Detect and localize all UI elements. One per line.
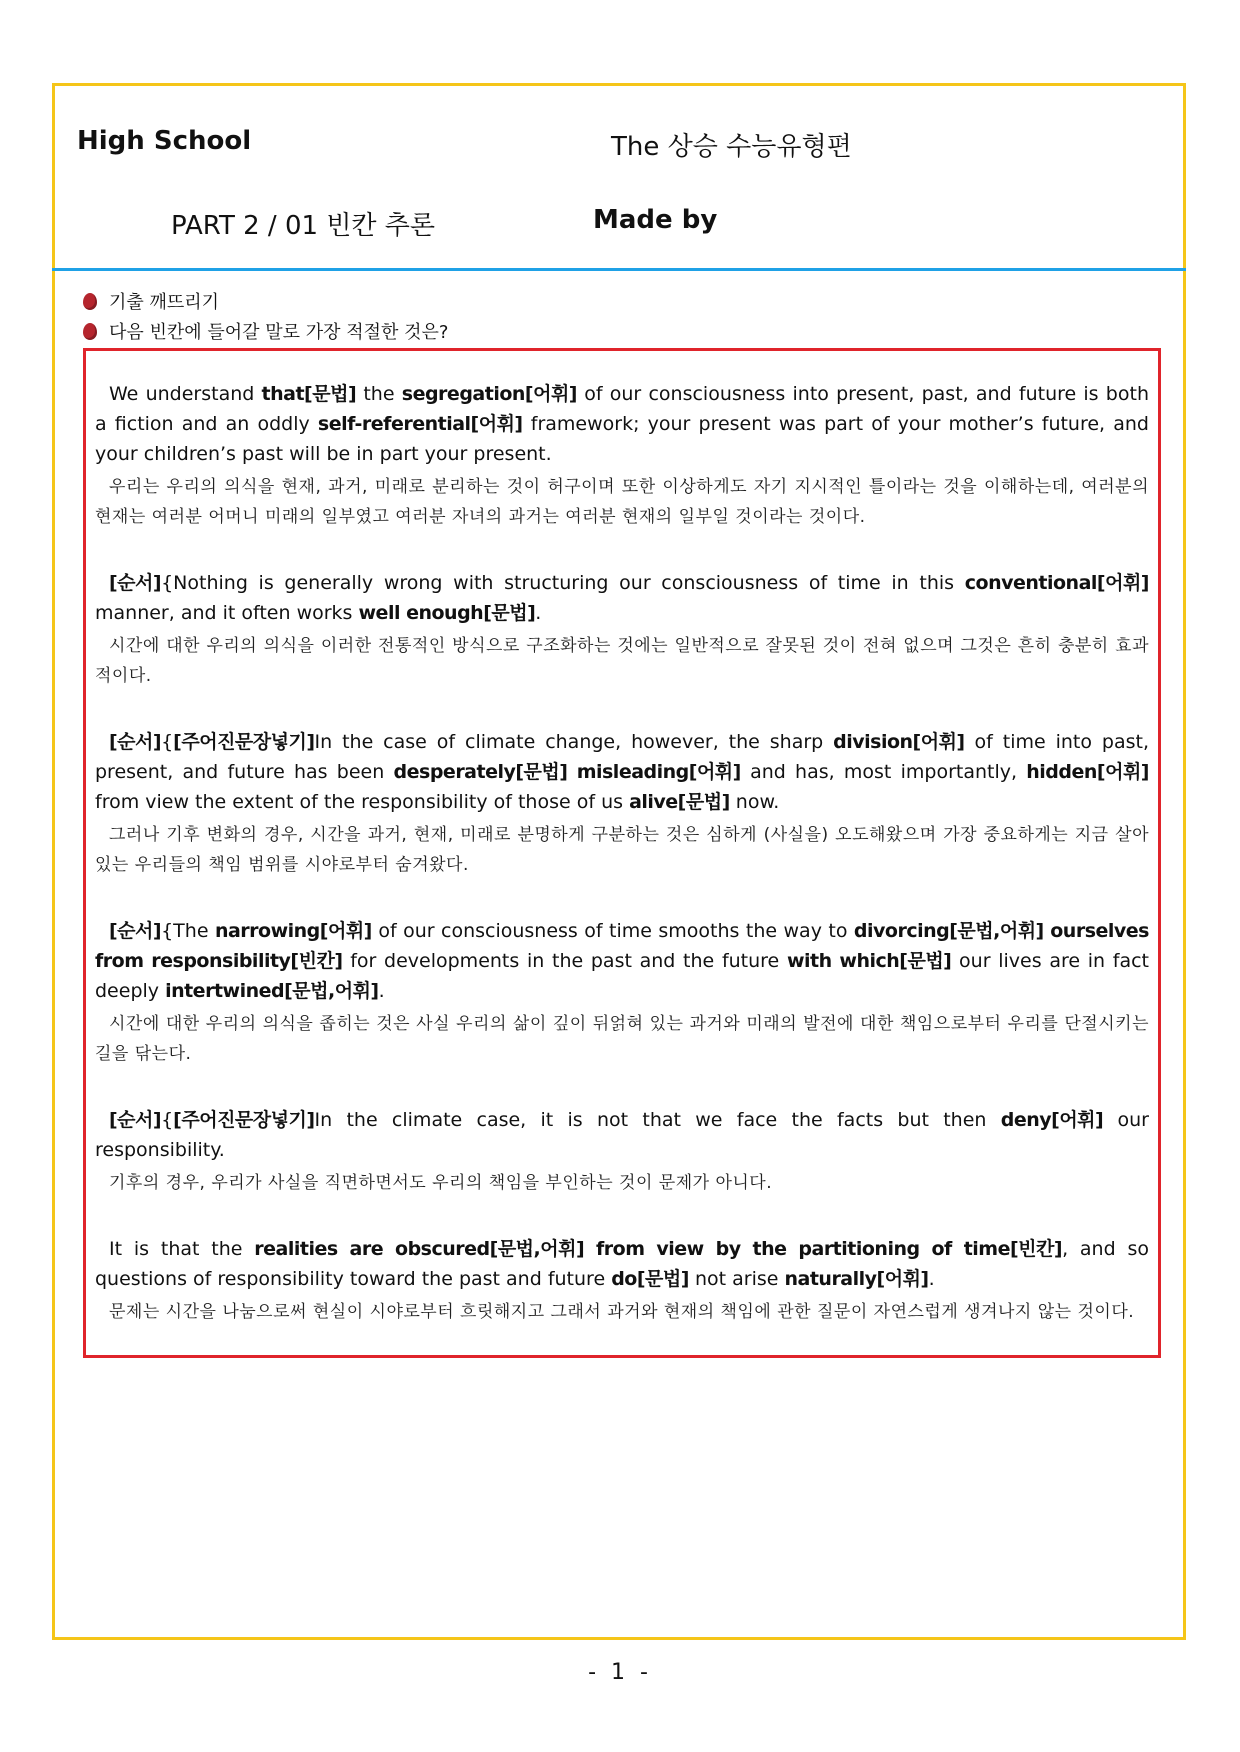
strawberry-bullet-icon [83,323,97,340]
english-sentence [95,916,1149,1006]
sentence-text: our lives are in fact deeply [95,950,1149,1002]
passage-paragraph [95,1234,1149,1327]
annotated-term: well enough[문법] [358,602,536,624]
passage-paragraph [95,379,1149,532]
page-header [55,86,1183,270]
sentence-text: It is that the [109,1238,255,1260]
annotated-term: narrowing[어휘] [214,920,372,942]
strawberry-bullet-icon [83,293,97,310]
page-number: - 1 - [588,1660,652,1685]
sentence-text: In the case of climate change, however, the sharp [314,731,834,753]
annotated-term: alive[문법] [629,791,730,813]
sentence-text: now. [729,791,780,813]
english-sentence [95,568,1149,628]
sentence-text: {Nothing is generally wrong with structuring our consciousness of time in this [161,572,965,594]
school-label: High School [77,126,252,156]
annotated-term: [순서] [109,572,162,594]
korean-translation: 그러나 기후 변화의 경우, 시간을 과거, 현재, 미래로 분명하게 구분하는 것은 심하게 (사실을) 오도해왔으며 가장 중요하게는 지금 살아 있는 우리들의 책임 범위를 시야로부터 숨겨왔다. [95,825,1149,875]
sentence-text: { [161,731,174,753]
sentence-text: not arise [688,1268,785,1290]
annotated-term: desperately[문법] [393,761,568,783]
annotated-term: [주어진문장넣기] [173,731,315,753]
sentence-text: and has, most importantly, [740,761,1027,783]
passage-box [83,348,1161,1358]
sentence-text: , and so questions of responsibility toward the past and future [95,1238,1150,1290]
passage-paragraph [95,916,1149,1069]
annotated-term: divorcing[문법,어휘] ourselves from responsibility[빈칸] [95,920,1149,972]
sentence-text: . [378,980,385,1002]
korean-translation: 기후의 경우, 우리가 사실을 직면하면서도 우리의 책임을 부인하는 것이 문제가 아니다. [109,1173,773,1193]
english-sentence [95,727,1149,817]
annotated-term: do[문법] [611,1268,689,1290]
passage-paragraph [95,1105,1149,1198]
korean-translation: 시간에 대한 우리의 의식을 좁히는 것은 사실 우리의 삶이 깊이 뒤얽혀 있는 과거와 미래의 발전에 대한 책임으로부터 우리를 단절시키는 길을 닦는다. [95,1014,1149,1064]
annotated-term: naturally[어휘] [784,1268,929,1290]
header-divider [52,268,1186,271]
annotated-term: division[어휘] [833,731,965,753]
annotated-term: realities are obscured[문법,어휘] from view by the partitioning of time[빈칸] [254,1238,1063,1260]
annotated-term: misleading[어휘] [576,761,741,783]
book-title: The 상승 수능유형편 [611,132,852,162]
sentence-text: from view the extent of the responsibility of those of us [95,791,630,813]
annotated-term: [순서] [109,1109,162,1131]
sentence-text: of our consciousness of time smooths the way to [371,920,854,942]
sentence-text: { [161,1109,174,1131]
sentence-text: . [535,602,542,624]
sentence-text: We understand [109,383,262,405]
passage-paragraph [95,727,1149,880]
made-by-label: Made by [593,205,718,235]
korean-translation: 우리는 우리의 의식을 현재, 과거, 미래로 분리하는 것이 허구이며 또한 이상하게도 자기 지시적인 틀이라는 것을 이해하는데, 여러분의 현재는 여러분 어머니 미래의 일부였고 여러분 자녀의 과거는 여러분 현재의 일부일 것이라는 것이다. [95,477,1149,527]
annotated-term: that[문법] [261,383,357,405]
english-sentence [95,1105,1149,1165]
sentence-text: the [356,383,402,405]
sentence-text: manner, and it often works [95,602,359,624]
question-text: 다음 빈칸에 들어갈 말로 가장 적절한 것은? [109,322,449,343]
annotated-term: segregation[어휘] [401,383,577,405]
korean-translation: 문제는 시간을 나눔으로써 현실이 시야로부터 흐릿해지고 그래서 과거와 현재의 책임에 관한 질문이 자연스럽게 생겨나지 않는 것이다. [109,1302,1135,1322]
english-sentence [95,379,1149,469]
sentence-text: In the climate case, it is not that we face the facts but then [314,1109,1001,1131]
part-label: PART 2 / 01 빈칸 추론 [171,211,436,241]
annotated-term: intertwined[문법,어휘] [165,980,379,1002]
sentence-text: our responsibility. [95,1109,1149,1161]
annotated-term: with which[문법] [786,950,952,972]
korean-translation: 시간에 대한 우리의 의식을 이러한 전통적인 방식으로 구조화하는 것에는 일반적으로 잘못된 것이 전혀 없으며 그것은 흔히 충분히 효과적이다. [95,636,1149,686]
annotated-term: [순서] [109,920,162,942]
english-sentence [95,1234,1149,1294]
annotated-term: self-referential[어휘] [317,413,523,435]
annotated-term: deny[어휘] [1000,1109,1104,1131]
annotated-term: conventional[어휘] [964,572,1149,594]
annotated-term: [순서] [109,731,162,753]
sentence-text: of time into past, present, and future has been [95,731,1149,783]
instruction-item [83,286,448,316]
sentence-text: for developments in the past and the future [342,950,787,972]
passage-paragraph [95,568,1149,691]
sentence-text: {The [161,920,215,942]
sentence-text: framework; your present was part of your mother’s future, and your children’s past will be in part your present. [95,413,1149,465]
sentence-text: of our consciousness into present, past, and future is both a fiction and an oddly [95,383,1149,435]
annotated-term: hidden[어휘] [1026,761,1149,783]
instruction-list [83,286,448,346]
annotated-term: [주어진문장넣기] [173,1109,315,1131]
instruction-text: 기출 깨뜨리기 [109,292,220,313]
sentence-text [567,761,576,783]
page-frame [52,83,1186,1640]
instruction-item [83,316,448,346]
sentence-text: . [928,1268,935,1290]
